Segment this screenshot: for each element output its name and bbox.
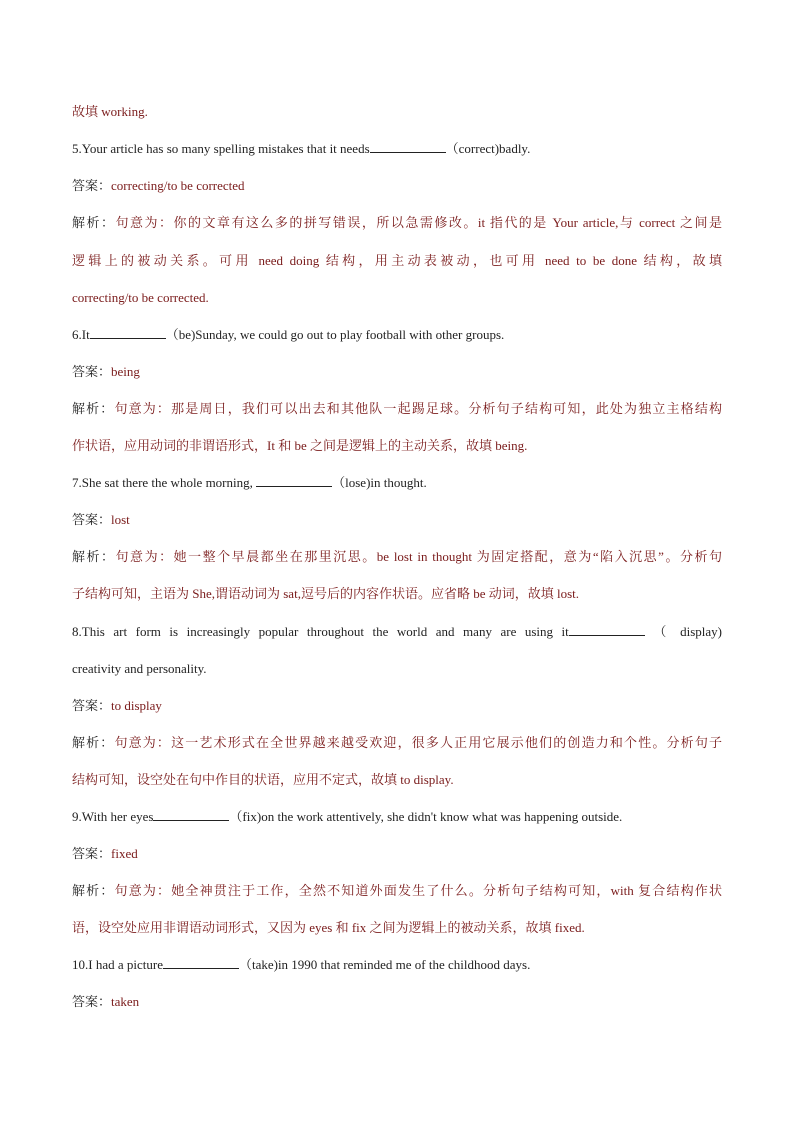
question-6-stem-before: 6.It — [72, 327, 90, 342]
question-9-answer — [72, 845, 138, 863]
question-6-blank[interactable] — [90, 326, 166, 339]
analysis-text: 句意为：那是周日，我们可以出去和其他队一起踢足球。分析句子结构可知，此处为独立主格结构 — [114, 401, 722, 416]
answer-value: being — [111, 364, 140, 379]
answer-label: 答案： — [72, 698, 112, 713]
question-5-analysis-2: 逻辑上的被动关系。可用 need doing 结构，用主动表被动，也可用 need to be done 结构，故填 — [72, 253, 722, 268]
question-7-stem-after: （lose)in thought. — [332, 475, 427, 490]
analysis-label: 解析： — [72, 401, 115, 416]
analysis-label: 解析： — [72, 215, 116, 230]
question-7-stem-before: 7.She sat there the whole morning, — [72, 475, 253, 490]
question-8-blank[interactable] — [569, 623, 645, 636]
answer-value: lost — [111, 512, 130, 527]
question-8-answer — [72, 697, 162, 715]
question-7-analysis-1 — [72, 548, 722, 566]
question-10-stem-before: 10.I had a picture — [72, 957, 163, 972]
analysis-label: 解析： — [72, 883, 115, 898]
question-8-line-2: creativity and personality. — [72, 661, 207, 676]
analysis-text: 句意为：这一艺术形式在全世界越来越受欢迎，很多人正用它展示他们的创造力和个性。分析句子 — [114, 735, 722, 750]
question-9 — [72, 808, 622, 826]
answer-label: 答案： — [72, 846, 112, 861]
question-6-stem-after: （be)Sunday, we could go out to play football with other groups. — [165, 327, 505, 342]
question-6-analysis-2: 作状语，应用动词的非谓语形式，It 和 be 之间是逻辑上的主动关系，故填 being. — [72, 438, 528, 453]
question-9-blank[interactable] — [153, 808, 229, 821]
analysis-text: 句意为：她全神贯注于工作，全然不知道外面发生了什么。分析句子结构可知，with 复合结构作状 — [114, 883, 722, 898]
question-6-analysis-1 — [72, 400, 722, 418]
question-8-analysis-2: 结构可知，设空处在句中作目的状语，应用不定式，故填 to display. — [72, 772, 454, 787]
analysis-label: 解析： — [72, 549, 116, 564]
question-9-stem-before: 9.With her eyes — [72, 809, 154, 824]
question-5-blank[interactable] — [370, 140, 446, 153]
question-8-stem-after: （ display) — [653, 624, 722, 639]
question-6 — [72, 326, 504, 344]
answer-label: 答案： — [72, 364, 112, 379]
question-5 — [72, 140, 530, 158]
question-10-stem-after: （take)in 1990 that reminded me of the childhood days. — [238, 957, 531, 972]
question-6-answer — [72, 363, 140, 381]
question-5-analysis-3: correcting/to be corrected. — [72, 290, 209, 305]
question-8-stem-before: 8.This art form is increasingly popular throughout the world and many are using it — [72, 624, 569, 639]
question-10-answer — [72, 993, 139, 1011]
question-5-answer — [72, 177, 245, 195]
question-10-blank[interactable] — [163, 956, 239, 969]
analysis-text: 句意为：她一整个早晨都坐在那里沉思。be lost in thought 为固定搭配，意为“陷入沉思”。分析句 — [115, 549, 722, 564]
answer-value: to display — [111, 698, 162, 713]
question-7-answer — [72, 511, 130, 529]
answer-label: 答案： — [72, 512, 112, 527]
question-7 — [72, 474, 427, 492]
answer-value: correcting/to be corrected — [111, 178, 245, 193]
question-9-stem-after: （fix)on the work attentively, she didn't know what was happening outside. — [229, 809, 623, 824]
question-5-stem-after: （correct)badly. — [445, 141, 531, 156]
answer-label: 答案： — [72, 178, 112, 193]
question-8-analysis-1 — [72, 734, 722, 752]
question-5-stem-before: 5.Your article has so many spelling mistakes that it needs — [72, 141, 370, 156]
question-10 — [72, 956, 530, 974]
question-7-blank[interactable] — [256, 474, 332, 487]
question-8 — [72, 623, 722, 641]
question-7-analysis-2: 子结构可知，主语为 She,谓语动词为 sat,逗号后的内容作状语。应省略 be 动词，故填 lost. — [72, 586, 579, 601]
answer-label: 答案： — [72, 994, 112, 1009]
question-5-analysis-1 — [72, 214, 722, 232]
answer-value: taken — [111, 994, 140, 1009]
question-9-analysis-1 — [72, 882, 722, 900]
analysis-text: 句意为：你的文章有这么多的拼写错误，所以急需修改。it 指代的是 Your article,与 correct 之间是 — [115, 215, 722, 230]
intro-answer-line: 故填 working. — [72, 104, 148, 119]
answer-value: fixed — [111, 846, 138, 861]
analysis-label: 解析： — [72, 735, 115, 750]
question-9-analysis-2: 语，设空处应用非谓语动词形式，又因为 eyes 和 fix 之间为逻辑上的被动关系，故填 fixed. — [72, 920, 585, 935]
